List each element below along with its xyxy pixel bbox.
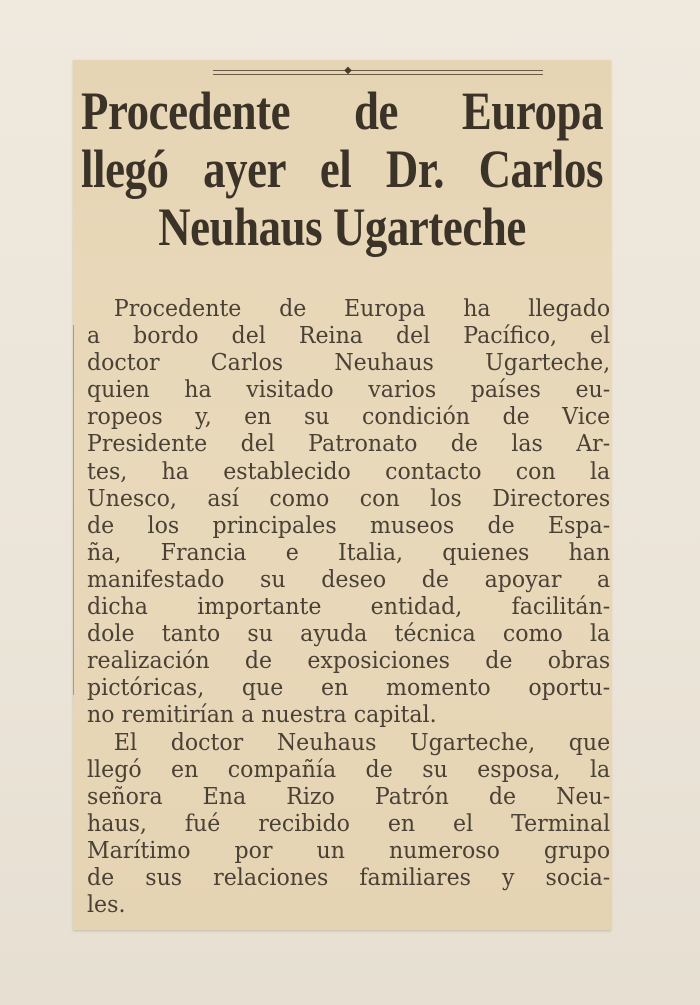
text-line: manifestado su deseo de apoyar a	[87, 566, 611, 593]
text-line: pictóricas, que en momento oportu-	[87, 675, 611, 702]
newspaper-clipping	[73, 60, 611, 930]
rule-ornament-icon: ◆	[344, 65, 352, 76]
text-line: señora Ena Rizo Patrón de Neu-	[87, 783, 611, 810]
text-line: Presidente del Patronato de las Ar-	[87, 431, 611, 458]
text-line: haus, fué recibido en el Terminal	[87, 810, 611, 837]
decorative-rule	[213, 70, 543, 75]
headline	[81, 81, 604, 257]
text-line: realización de exposiciones de obras	[87, 648, 611, 675]
text-line: quien ha visitado varios países eu-	[87, 377, 611, 404]
text-line: doctor Carlos Neuhaus Ugarteche,	[87, 350, 611, 377]
headline-line: Neuhaus Ugarteche	[158, 197, 526, 257]
text-line: Procedente de Europa ha llegado	[113, 296, 611, 322]
text-line: de sus relaciones familiares y socia-	[87, 864, 611, 891]
paragraph-1	[87, 296, 612, 730]
headline-line: Procedente de Europa	[81, 81, 604, 141]
text-line: de los principales museos de Espa-	[87, 512, 611, 539]
text-line: ropeos y, en su condición de Vice	[87, 404, 611, 431]
article-body	[87, 296, 612, 919]
text-line: no remitirían a nuestra capital.	[87, 702, 437, 729]
margin-line	[73, 325, 74, 695]
paragraph-2	[87, 730, 612, 920]
text-line: les.	[87, 892, 126, 919]
text-line: dole tanto su ayuda técnica como la	[87, 621, 611, 648]
text-line: llegó en compañía de su esposa, la	[87, 756, 611, 783]
text-line: Marítimo por un numeroso grupo	[87, 837, 611, 864]
text-line: tes, ha establecido contacto con la	[87, 458, 611, 485]
text-line: ña, Francia e Italia, quienes han	[87, 539, 611, 566]
text-line: Unesco, así como con los Directores	[87, 485, 611, 512]
text-line: El doctor Neuhaus Ugarteche, que	[113, 729, 611, 756]
text-line: a bordo del Reina del Pacífico, el	[87, 323, 611, 350]
headline-line: llegó ayer el Dr. Carlos	[81, 139, 604, 199]
text-line: dicha importante entidad, facilitán-	[87, 594, 611, 621]
